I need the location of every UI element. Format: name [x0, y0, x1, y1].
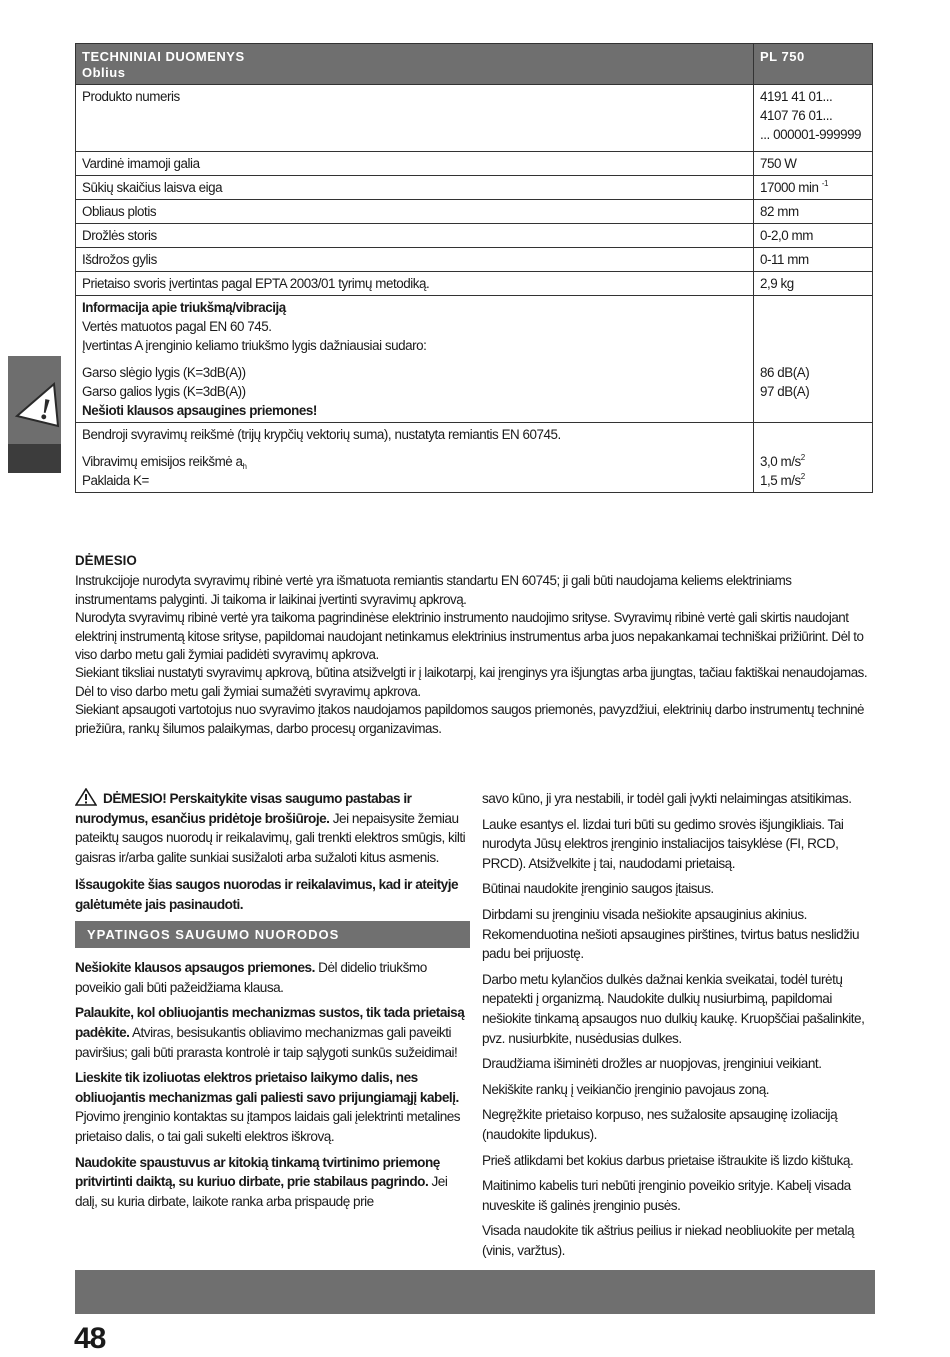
row-value: [754, 85, 873, 152]
safety-item: Palaukite, kol obliuojantis mechanizmas sustos, tik tada prietaisą padėkite. Atviras, besisukantis obliavimo mechanizmas gali paveikti paviršius; gali būti prarasta kontrolė ir taip sąlygoti sunkūs sužeidimai!: [75, 1005, 465, 1060]
table-row: [76, 248, 873, 272]
attention-paragraph: Nurodyta svyravimų ribinė vertė yra taikoma pagrindinėse elektrinio instrumento naudojimo srityse. Svyravimų ribinė vertė gali skirtis naudojant elektrinį instrumentą kitose srityse, papildomai naudojant netinkamus elektrinius instrumentus arba juos nepakankamai techniškai prižiūrint. Dėl to viso darbo metu gali žymiai padidėti svyravimų apkrova.: [75, 610, 864, 663]
product-number: ... 000001-999999: [760, 127, 862, 142]
safety-paragraph: Dirbdami su įrenginiu visada nešiokite apsauginius akinius. Rekomenduotina nešioti apsaugines pirštines, tvirtus batus neslidžiu padu bei prijuostę.: [482, 906, 860, 962]
table-row: [76, 272, 873, 296]
section-heading: YPATINGOS SAUGUMO NUORODOS: [75, 921, 470, 949]
safety-paragraph: Visada naudokite tik aštrius peilius ir niekad neobliuokite per metalą (vinis, varžtus).: [482, 1223, 855, 1258]
ear-protection-note: Nešioti klausos apsaugines priemones!: [82, 403, 317, 418]
noise-standard: Vertės matuotos pagal EN 60 745.: [82, 319, 272, 334]
footer-bar: [75, 1270, 875, 1314]
speed-value: 17000 min: [760, 180, 819, 195]
table-row: [76, 224, 873, 248]
row-label: Obliaus plotis: [76, 200, 754, 224]
safety-item: Nešiokite klausos apsaugos priemones. Dėl didelio triukšmo poveikio gali būti pažeidžiama klausa.: [75, 960, 427, 995]
product-number: 4107 76 01...: [760, 108, 833, 123]
noise-heading: Informacija apie triukšmą/vibraciją: [82, 300, 286, 315]
row-label: Prietaiso svoris įvertintas pagal EPTA 2003/01 tyrimų metodiką.: [76, 272, 754, 296]
sound-power-value: 97 dB(A): [760, 384, 810, 399]
safety-paragraph: Lauke esantys el. lizdai turi būti su gedimo srovės išjungikliais. Tai nurodyta Jūsų elektros įrenginio instaliacijos taisyklėse (FI, RCD, PRCD). Atsižvelkite į tai, naudodami prietaisą.: [482, 816, 844, 871]
row-value: [754, 176, 873, 200]
uncertainty-label: Paklaida K=: [82, 473, 149, 488]
table-row: [76, 176, 873, 200]
table-row: [76, 152, 873, 176]
noise-info-cell: [76, 296, 754, 423]
table-subtitle: Oblius: [82, 65, 126, 80]
attention-heading: DĖMESIO: [75, 553, 137, 568]
row-value: 82 mm: [754, 200, 873, 224]
row-value: 2,9 kg: [754, 272, 873, 296]
sound-pressure-label: Garso slėgio lygis (K=3dB(A)): [82, 365, 246, 380]
row-value: 0-11 mm: [754, 248, 873, 272]
warning-triangle-icon: [8, 356, 61, 444]
keep-instructions: Išsaugokite šias saugos nuorodas ir reikalavimus, kad ir ateityje galėtumėte jais pasinaudoti.: [75, 877, 459, 912]
noise-intro: Įvertintas A įrenginio keliamo triukšmo lygis dažniausiai sudaro:: [82, 338, 427, 353]
attention-paragraph: Siekiant tiksliai nustatyti svyravimų apkrovą, būtina atsižvelgti ir į laikotarpį, kai įrenginys yra išjungtas arba įjungtas, tačiau faktiškai nenaudojamas. Dėl to viso darbo metu gali žymiai sumažėti svyravimų apkrova.: [75, 665, 868, 699]
row-label: Sūkių skaičius laisva eiga: [76, 176, 754, 200]
side-tab-panel: [8, 356, 61, 444]
page-number: 48: [74, 1322, 106, 1355]
safety-paragraph: Prieš atlikdami bet kokius darbus prietaise ištraukite iš lizdo kištuką.: [482, 1152, 854, 1168]
row-label: Išdrožos gylis: [76, 248, 754, 272]
attention-paragraph: Siekiant apsaugoti vartotojus nuo svyravimo įtakos naudojamos papildomos saugos priemonės, pavyzdžiui, elektrinių darbo instrumentų techninė priežiūra, rankų šilumos palaikymas, darbo procesų organizavimas.: [75, 702, 864, 736]
safety-paragraph: savo kūno, ji yra nestabili, ir todėl gali įvykti nelaimingas atsitikimas.: [482, 791, 852, 806]
left-column: [75, 788, 470, 1217]
emission-subscript: h: [242, 462, 247, 471]
safety-paragraph: Maitinimo kabelis turi nebūti įrenginio poveikio srityje. Kabelį visada nuveskite iš galinės įrenginio pusės.: [482, 1178, 851, 1213]
table-row: [76, 85, 873, 152]
attention-paragraph: Instrukcijoje nurodyta svyravimų ribinė vertė yra išmatuota remiantis standartu EN 60745; ji gali būti naudojama keliems elektriniams instrumentams palyginti. Ji taikoma ir laikinai įvertinti svyravimų apkrovą.: [75, 573, 792, 607]
row-value: 750 W: [754, 152, 873, 176]
row-label: Vardinė imamoji galia: [76, 152, 754, 176]
right-column: [482, 789, 877, 1266]
noise-values-cell: [754, 296, 873, 423]
side-tab: [8, 356, 61, 473]
table-title-cell: [76, 44, 754, 85]
vibration-row: [76, 423, 873, 493]
vibration-values-cell: [754, 423, 873, 493]
table-header-row: [76, 44, 873, 85]
warning-triangle-icon: [75, 788, 97, 806]
warning-text: Jei nepaisysite žemiau pateiktų saugos nuorodų ir reikalavimų, gali trenkti elektros smūgis, kilti gaisras ir/arba galite sunkiai susižaloti arba sužaloti kitus asmenis.: [75, 810, 466, 865]
table-row: [76, 200, 873, 224]
attention-section: [75, 552, 875, 738]
safety-paragraph: Darbo metu kylančios dulkės dažnai kenkia sveikatai, todėl turėtų nepatekti į organizmą. Naudokite dulkių nusiurbimą, papildomai nešiokite tinkamą apsaugos nuo dulkių kaukę. Kruopščiai pašalinkite, pvz. nusiurbkite, nusėdusias dulkes.: [482, 971, 865, 1046]
uncertainty-value: 1,5 $m/s^2$: [760, 472, 805, 488]
speed-unit-exponent: -1: [821, 179, 828, 188]
technical-data-table: [75, 43, 873, 493]
table-title: TECHNINIAI DUOMENYS: [82, 49, 245, 64]
safety-paragraph: Negręžkite prietaiso korpuso, nes sužalosite apsauginę izoliaciją (naudokite lipdukus).: [482, 1107, 838, 1142]
safety-item: Lieskite tik izoliuotas elektros prietaiso laikymo dalis, nes obliuojantis mechanizmas gali paliesti savo prijungiamąjį kabelį. Pjovimo įrenginio kontaktas su įtampos laidais gali įelektrinti metalines prietaiso dalis, o tai gali sukelti elektros iškrovą.: [75, 1070, 461, 1144]
safety-warning: [75, 788, 470, 867]
safety-paragraph: Būtinai naudokite įrenginio saugos įtaisus.: [482, 881, 714, 897]
svg-text:!: !: [37, 392, 54, 427]
sound-power-label: Garso galios lygis (K=3dB(A)): [82, 384, 246, 399]
model-name: PL 750: [754, 44, 873, 85]
safety-item: Naudokite spaustuvus ar kitokią tinkamą tvirtinimo priemonę pritvirtinti daiktą, su kuriuo dirbate, prie stabilaus pagrindo. Jei dalį, su kuria dirbate, laikote ranka arba prispaudę prie: [75, 1154, 448, 1209]
vibration-info-cell: [76, 423, 754, 493]
vibration-emission-value: 3,0 $m/s^2$: [760, 453, 805, 469]
vibration-intro: Bendroji svyravimų reikšmė (trijų krypčių vektorių suma), nustatyta remiantis EN 60745.: [82, 427, 561, 442]
row-label: Produkto numeris: [76, 85, 754, 152]
warning-bold-text: DĖMESIO! Perskaitykite visas saugumo pastabas ir nurodymus, esančius pridėtoje brošiūroje.: [75, 791, 412, 826]
vibration-emission-label: Vibravimų emisijos reikšmė $a_h$: [82, 454, 247, 471]
safety-paragraph: Nekiškite rankų į veikiančio įrenginio pavojaus zoną.: [482, 1081, 770, 1097]
safety-paragraph: Draudžiama išiminėti drožles ar nuopjovas, įrenginiui veikiant.: [482, 1056, 822, 1072]
sound-pressure-value: 86 dB(A): [760, 365, 810, 380]
product-number: 4191 41 01...: [760, 89, 833, 104]
row-label: Drožlės storis: [76, 224, 754, 248]
row-value: 0-2,0 mm: [754, 224, 873, 248]
noise-row: [76, 296, 873, 423]
